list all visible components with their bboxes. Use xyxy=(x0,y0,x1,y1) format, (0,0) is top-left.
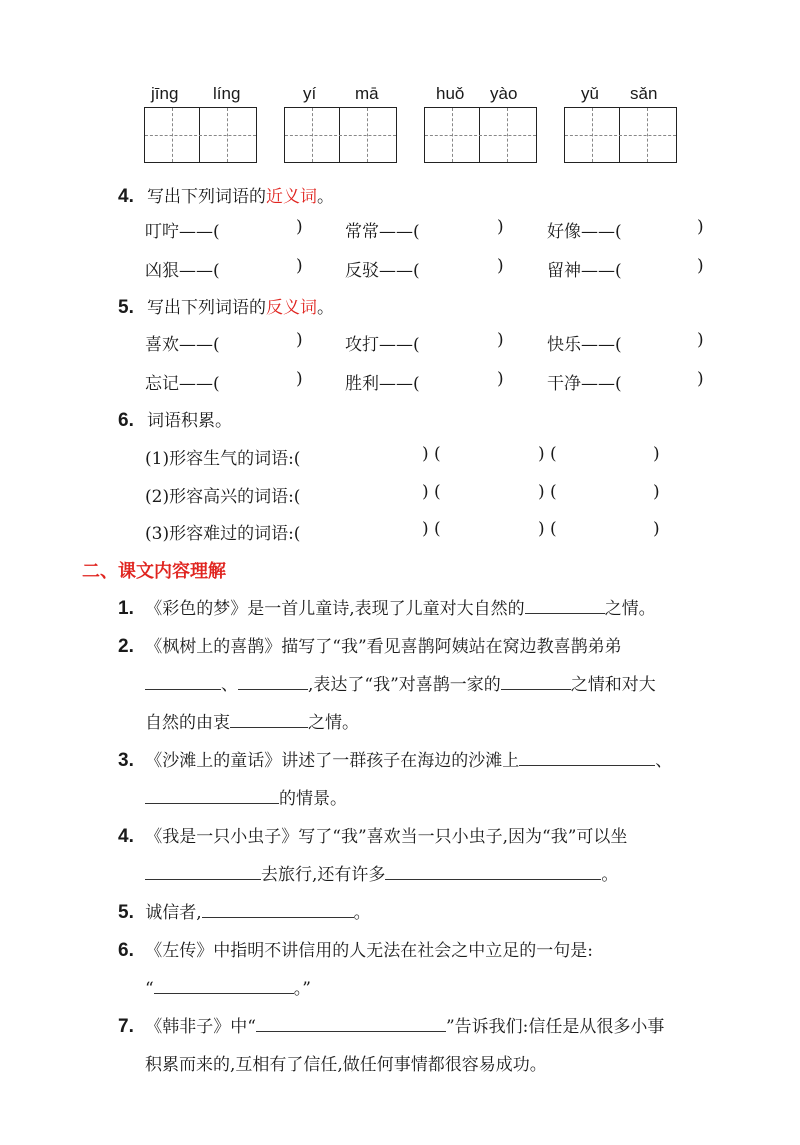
pinyin-4a: yǔ xyxy=(581,84,599,103)
s2-question-4 xyxy=(118,822,627,848)
question-number: 6. xyxy=(118,940,134,961)
word-item: 攻打——( xyxy=(345,335,420,355)
paren-mid: ) ( xyxy=(422,519,441,539)
s2-question-2 xyxy=(118,632,622,658)
question-text: 。” xyxy=(293,979,311,999)
word-item: 胜利——( xyxy=(345,374,420,394)
answer-blank[interactable] xyxy=(145,672,221,690)
pinyin-1a: jīng xyxy=(151,84,179,103)
question-text: 。 xyxy=(601,865,619,885)
question-text: ”告诉我们:信任是从很多小事 xyxy=(445,1017,665,1037)
paren-close: ) xyxy=(296,256,303,276)
pinyin-4b: sǎn xyxy=(630,84,658,103)
accum-item: (3)形容难过的词语:( xyxy=(145,524,301,544)
answer-blank[interactable] xyxy=(145,862,261,880)
answer-blank[interactable] xyxy=(519,748,655,766)
punct: 。 xyxy=(316,187,334,207)
answer-blank[interactable] xyxy=(525,596,605,614)
question-text: 之情。 xyxy=(604,599,656,619)
paren-mid: ) ( xyxy=(538,482,557,502)
question-4 xyxy=(118,182,334,208)
question-number: 4. xyxy=(118,826,134,847)
question-text: 去旅行,还有许多 xyxy=(261,865,386,885)
paren-close: ) xyxy=(697,330,704,350)
paren-close: ) xyxy=(653,444,660,464)
question-text: 《韩非子》中“ xyxy=(145,1017,256,1037)
question-text: 、 xyxy=(655,751,673,771)
question-text: 诚信者, xyxy=(145,903,202,923)
answer-blank[interactable] xyxy=(230,710,308,728)
s2-question-2-line3 xyxy=(145,708,359,733)
word-item: 留神——( xyxy=(547,261,622,281)
paren-close: ) xyxy=(296,369,303,389)
paren-close: ) xyxy=(296,217,303,237)
pinyin-2a: yí xyxy=(303,84,317,103)
paren-mid: ) ( xyxy=(538,444,557,464)
keyword: 近义词 xyxy=(265,187,317,207)
word-item: 凶狠——( xyxy=(145,261,220,281)
paren-mid: ) ( xyxy=(422,482,441,502)
answer-blank[interactable] xyxy=(202,900,354,918)
writing-grid[interactable] xyxy=(424,107,537,163)
answer-blank[interactable] xyxy=(385,862,601,880)
question-text: 《彩色的梦》是一首儿童诗,表现了儿童对大自然的 xyxy=(145,599,525,619)
s2-question-7-line2: 积累而来的,互相有了信任,做任何事情都很容易成功。 xyxy=(145,1055,547,1075)
s2-question-3-line2 xyxy=(145,784,347,809)
paren-mid: ) ( xyxy=(538,519,557,539)
question-text: 《我是一只小虫子》写了“我”喜欢当一只小虫子,因为“我”可以坐 xyxy=(145,827,628,847)
writing-grid[interactable] xyxy=(564,107,677,163)
question-text: 《枫树上的喜鹊》描写了“我”看见喜鹊阿姨站在窝边教喜鹊弟弟 xyxy=(145,637,622,657)
word-item: 叮咛——( xyxy=(145,222,220,242)
word-item: 喜欢——( xyxy=(145,335,220,355)
question-number: 2. xyxy=(118,636,134,657)
word-item: 常常——( xyxy=(345,222,420,242)
s2-question-2-line2 xyxy=(145,670,656,695)
keyword: 反义词 xyxy=(265,298,317,318)
question-text: 词语积累。 xyxy=(146,411,232,431)
word-item: 好像——( xyxy=(547,222,622,242)
word-item: 干净——( xyxy=(547,374,622,394)
question-text: 写出下列词语的 xyxy=(146,298,266,318)
question-text: 的情景。 xyxy=(279,789,347,809)
punct: 。 xyxy=(316,298,334,318)
answer-blank[interactable] xyxy=(238,672,308,690)
writing-grid[interactable] xyxy=(144,107,257,163)
paren-close: ) xyxy=(653,519,660,539)
answer-blank[interactable] xyxy=(256,1014,446,1032)
paren-close: ) xyxy=(697,217,704,237)
question-number: 5. xyxy=(118,902,134,923)
s2-question-7 xyxy=(118,1012,664,1038)
s2-question-3 xyxy=(118,746,672,772)
question-text: 《沙滩上的童话》讲述了一群孩子在海边的沙滩上 xyxy=(145,751,520,771)
question-5 xyxy=(118,293,334,319)
question-text: 、 xyxy=(221,675,238,695)
question-text: 之情和对大 xyxy=(570,675,656,695)
question-text: 《左传》中指明不讲信用的人无法在社会之中立足的一句是: xyxy=(145,941,593,961)
question-text: “ xyxy=(145,979,154,999)
question-text: 自然的由衷 xyxy=(145,713,230,733)
s2-question-1 xyxy=(118,594,656,620)
pinyin-2b: mā xyxy=(355,84,379,103)
word-item: 忘记——( xyxy=(145,374,220,394)
s2-question-6 xyxy=(118,936,593,962)
paren-mid: ) ( xyxy=(422,444,441,464)
paren-close: ) xyxy=(497,217,504,237)
paren-close: ) xyxy=(497,330,504,350)
question-number: 4. xyxy=(118,186,134,207)
question-text: 写出下列词语的 xyxy=(146,187,266,207)
pinyin-3b: yào xyxy=(490,84,518,103)
answer-blank[interactable] xyxy=(501,672,571,690)
question-6 xyxy=(118,406,232,432)
question-number: 6. xyxy=(118,410,134,431)
paren-close: ) xyxy=(697,256,704,276)
s2-question-6-line2 xyxy=(145,974,311,999)
question-number: 3. xyxy=(118,750,134,771)
question-text: ,表达了“我”对喜鹊一家的 xyxy=(308,675,501,695)
word-item: 快乐——( xyxy=(547,335,622,355)
question-number: 5. xyxy=(118,297,134,318)
pinyin-3a: huǒ xyxy=(436,84,465,103)
accum-item: (2)形容高兴的词语:( xyxy=(145,487,301,507)
word-item: 反驳——( xyxy=(345,261,420,281)
answer-blank[interactable] xyxy=(154,976,294,994)
writing-grid[interactable] xyxy=(284,107,397,163)
s2-question-5 xyxy=(118,898,371,924)
question-text: 。 xyxy=(353,903,371,923)
paren-close: ) xyxy=(497,256,504,276)
question-number: 7. xyxy=(118,1016,134,1037)
accum-item: (1)形容生气的词语:( xyxy=(145,449,301,469)
paren-close: ) xyxy=(653,482,660,502)
question-text: 之情。 xyxy=(308,713,359,733)
paren-close: ) xyxy=(497,369,504,389)
s2-question-4-line2 xyxy=(145,860,618,885)
section-title: 二、课文内容理解 xyxy=(82,561,226,582)
paren-close: ) xyxy=(697,369,704,389)
paren-close: ) xyxy=(296,330,303,350)
question-number: 1. xyxy=(118,598,134,619)
pinyin-1b: líng xyxy=(213,84,241,103)
answer-blank[interactable] xyxy=(145,786,279,804)
